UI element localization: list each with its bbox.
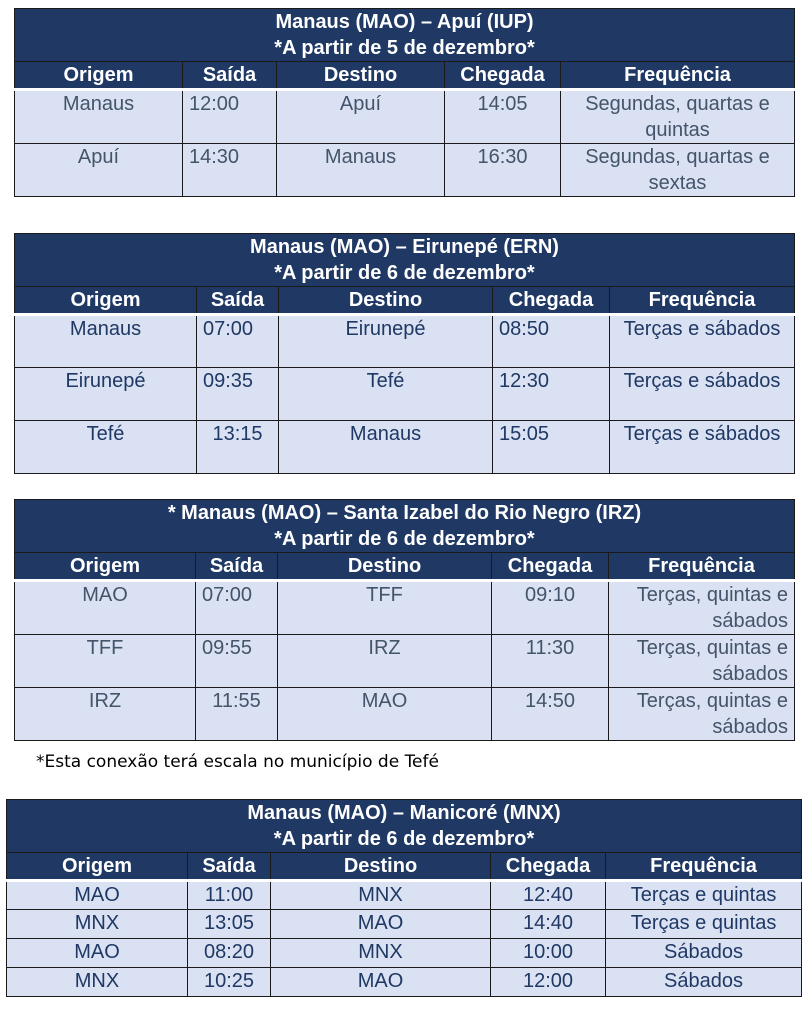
cell-saida: 13:15 (197, 421, 279, 474)
cell-frequencia: Segundas, quartas e quintas (561, 90, 795, 144)
table-title (15, 9, 795, 62)
col-chegada: Chegada (493, 287, 610, 315)
cell-saida: 09:35 (197, 368, 279, 421)
col-destino: Destino (277, 62, 445, 90)
cell-origem: Tefé (15, 421, 197, 474)
cell-frequencia: Terças e sábados (610, 315, 795, 368)
table-row (15, 421, 795, 474)
table-row (7, 968, 802, 997)
table-title (7, 800, 802, 853)
cell-destino: TFF (278, 581, 492, 635)
cell-chegada: 15:05 (493, 421, 610, 474)
cell-saida: 12:00 (183, 90, 277, 144)
cell-chegada: 09:10 (492, 581, 609, 635)
table-row (7, 939, 802, 968)
cell-frequencia: Terças e sábados (610, 368, 795, 421)
col-origem: Origem (15, 553, 196, 581)
cell-destino: Tefé (279, 368, 493, 421)
start-date: *A partir de 5 de dezembro* (274, 37, 535, 59)
col-frequencia: Frequência (610, 287, 795, 315)
cell-saida: 11:00 (188, 881, 271, 910)
cell-chegada: 08:50 (493, 315, 610, 368)
cell-origem: MAO (7, 881, 188, 910)
cell-destino: Manaus (277, 144, 445, 197)
col-origem: Origem (7, 853, 188, 881)
col-chegada: Chegada (492, 553, 609, 581)
cell-destino: MAO (271, 968, 491, 997)
cell-destino: Apuí (277, 90, 445, 144)
cell-frequencia: Terças e quintas (606, 910, 802, 939)
cell-origem: IRZ (15, 688, 196, 741)
cell-saida: 13:05 (188, 910, 271, 939)
cell-frequencia: Sábados (606, 968, 802, 997)
cell-destino: Eirunepé (279, 315, 493, 368)
col-destino: Destino (278, 553, 492, 581)
cell-origem: Manaus (15, 90, 183, 144)
table-title (15, 500, 795, 553)
start-date: *A partir de 6 de dezembro* (274, 262, 535, 284)
cell-destino: MAO (271, 910, 491, 939)
col-destino: Destino (271, 853, 491, 881)
col-chegada: Chegada (491, 853, 606, 881)
cell-chegada: 10:00 (491, 939, 606, 968)
cell-chegada: 12:40 (491, 881, 606, 910)
cell-saida: 14:30 (183, 144, 277, 197)
table-row (15, 635, 795, 688)
table-title (15, 234, 795, 287)
col-saida: Saída (197, 287, 279, 315)
cell-origem: TFF (15, 635, 196, 688)
cell-frequencia: Terças, quintas e sábados (609, 635, 795, 688)
cell-chegada: 14:05 (445, 90, 561, 144)
table-row (15, 688, 795, 741)
cell-destino: MAO (278, 688, 492, 741)
cell-destino: IRZ (278, 635, 492, 688)
col-saida: Saída (183, 62, 277, 90)
table-row (7, 910, 802, 939)
cell-chegada: 14:40 (491, 910, 606, 939)
col-frequencia: Frequência (609, 553, 795, 581)
start-date: *A partir de 6 de dezembro* (273, 828, 535, 850)
table-row (15, 315, 795, 368)
cell-origem: Eirunepé (15, 368, 197, 421)
table-row (15, 90, 795, 144)
cell-origem: Apuí (15, 144, 183, 197)
col-chegada: Chegada (445, 62, 561, 90)
col-saida: Saída (188, 853, 271, 881)
schedule-table-santa-izabel (14, 499, 795, 741)
footnote: *Esta conexão terá escala no município de Tefé (36, 752, 439, 772)
cell-origem: MAO (7, 939, 188, 968)
cell-frequencia: Sábados (606, 939, 802, 968)
schedule-table-apui (14, 8, 795, 197)
table-row (15, 581, 795, 635)
cell-frequencia: Terças, quintas e sábados (609, 688, 795, 741)
col-origem: Origem (15, 62, 183, 90)
cell-saida: 07:00 (196, 581, 278, 635)
route-title: * Manaus (MAO) – Santa Izabel do Rio Negro (IRZ) (167, 502, 642, 524)
col-frequencia: Frequência (606, 853, 802, 881)
cell-chegada: 11:30 (492, 635, 609, 688)
table-row (15, 144, 795, 197)
cell-chegada: 12:30 (493, 368, 610, 421)
cell-saida: 08:20 (188, 939, 271, 968)
cell-saida: 09:55 (196, 635, 278, 688)
cell-origem: MNX (7, 968, 188, 997)
cell-frequencia: Terças, quintas e sábados (609, 581, 795, 635)
schedule-table-manicore (6, 799, 802, 997)
route-title: Manaus (MAO) – Manicoré (MNX) (247, 802, 561, 824)
cell-destino: MNX (271, 881, 491, 910)
schedule-table-eirunepe (14, 233, 795, 474)
cell-origem: MNX (7, 910, 188, 939)
cell-saida: 11:55 (196, 688, 278, 741)
cell-frequencia: Segundas, quartas e sextas (561, 144, 795, 197)
col-destino: Destino (279, 287, 493, 315)
route-title: Manaus (MAO) – Apuí (IUP) (275, 11, 534, 33)
cell-saida: 10:25 (188, 968, 271, 997)
table-row (15, 368, 795, 421)
cell-chegada: 16:30 (445, 144, 561, 197)
table-row (7, 881, 802, 910)
col-origem: Origem (15, 287, 197, 315)
cell-origem: Manaus (15, 315, 197, 368)
route-title: Manaus (MAO) – Eirunepé (ERN) (250, 236, 559, 258)
cell-saida: 07:00 (197, 315, 279, 368)
col-saida: Saída (196, 553, 278, 581)
col-frequencia: Frequência (561, 62, 795, 90)
cell-origem: MAO (15, 581, 196, 635)
cell-frequencia: Terças e quintas (606, 881, 802, 910)
cell-chegada: 14:50 (492, 688, 609, 741)
cell-destino: Manaus (279, 421, 493, 474)
cell-chegada: 12:00 (491, 968, 606, 997)
start-date: *A partir de 6 de dezembro* (274, 528, 535, 550)
cell-destino: MNX (271, 939, 491, 968)
cell-frequencia: Terças e sábados (610, 421, 795, 474)
